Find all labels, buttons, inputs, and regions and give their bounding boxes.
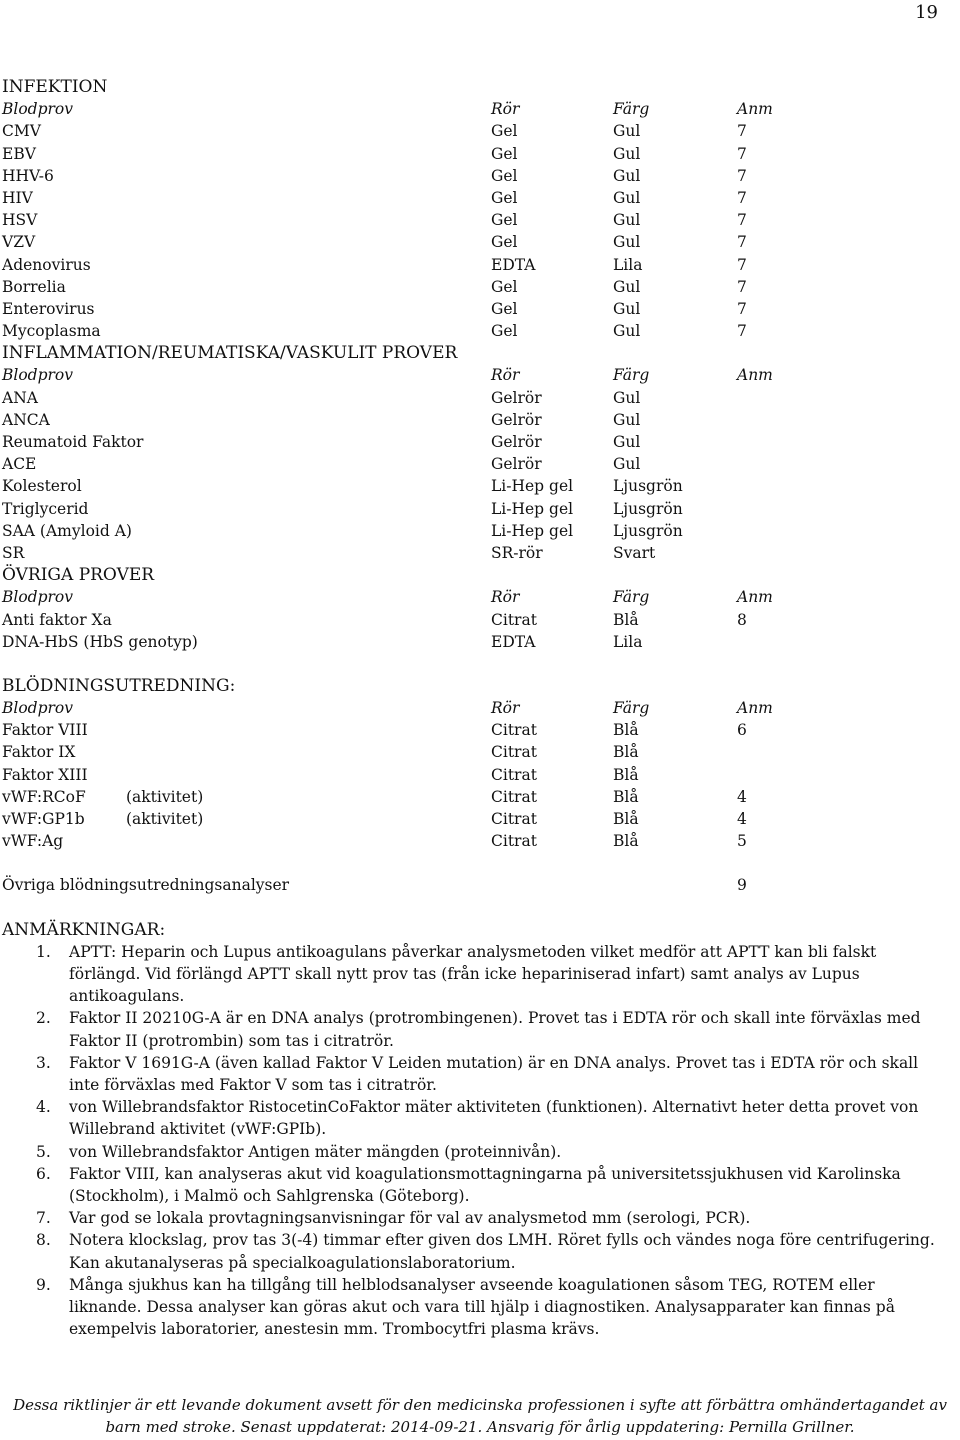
remarks-title: ANMÄRKNINGAR: xyxy=(2,919,166,940)
page-footer xyxy=(0,1394,960,1438)
table-row: vWF:GP1b (aktivitet) Citrat Blå 4 xyxy=(2,810,747,828)
section-title-blodningsutredning: BLÖDNINGSUTREDNING: xyxy=(2,675,236,696)
table-row: Anti faktor Xa Citrat Blå 8 xyxy=(2,610,747,629)
table-row: Faktor IX Citrat Blå xyxy=(2,743,639,762)
table-row: vWF:RCoF (aktivitet) Citrat Blå 4 xyxy=(2,787,747,806)
table-row: Enterovirus Gel Gul 7 xyxy=(2,299,747,318)
list-item: 8. Notera klockslag, prov tas 3(-4) timmar efter given dos LMH. Röret fylls och vändes noga före centrifugering. Kan akutanalyseras på specialkoagulationslaboratorium. xyxy=(36,1231,935,1272)
footer-line-2: barn med stroke. Senast uppdaterat: 2014-09-21. Ansvarig för årlig uppdatering: Pernilla Grillner. xyxy=(105,1418,855,1436)
table-header: Blodprov Rör Färg Anm xyxy=(2,366,773,385)
table-row: Adenovirus EDTA Lila 7 xyxy=(2,255,747,274)
table-row: vWF:Ag Citrat Blå 5 xyxy=(2,832,747,851)
list-item: 1. APTT: Heparin och Lupus antikoagulans påverkar analysmetoden vilket medför att APTT kan bli falskt förlängd. Vid förlängd APTT skall nytt prov tas (från icke hepariniserad infart) samt analys av Lupus antikoagulans. xyxy=(36,942,877,1006)
table-row: HHV-6 Gel Gul 7 xyxy=(2,166,747,185)
list-item: 7. Var god se lokala provtagningsanvisningar för val av analysmetod mm (serologi, PCR). xyxy=(36,1209,751,1228)
table-row-extra: Övriga blödningsutredningsanalyser 9 xyxy=(2,876,747,895)
table-row: ANCA Gelrör Gul xyxy=(2,410,641,429)
remarks-list xyxy=(2,941,952,1341)
list-item: 9. Många sjukhus kan ha tillgång till helblodsanalyser avseende koagulationen såsom TEG, ROTEM eller liknande. Dessa analyser kan göras akut och vara till hjälp i diagnostiken. Analysapparater kan finnas på exempelvis laboratorier, anestesin mm. Trombocytfri plasma krävs. xyxy=(36,1275,895,1339)
section-title-infektion: INFEKTION xyxy=(2,77,108,97)
table-header: Blodprov Rör Färg Anm xyxy=(2,588,773,607)
table-row: Kolesterol Li-Hep gel Ljusgrön xyxy=(2,477,683,496)
table-header: Blodprov Rör Färg Anm xyxy=(2,699,773,718)
list-item: 6. Faktor VIII, kan analyseras akut vid koagulationsmottagningarna på universitetssjukhusen vid Karolinska (Stockholm), i Malmö och Sahlgrenska (Göteborg). xyxy=(36,1164,901,1205)
table-row: Faktor VIII Citrat Blå 6 xyxy=(2,721,747,740)
table-row: Reumatoid Faktor Gelrör Gul xyxy=(2,433,641,451)
table-row: HSV Gel Gul 7 xyxy=(2,211,747,230)
table-row: Faktor XIII Citrat Blå xyxy=(2,765,639,784)
table-row: Mycoplasma Gel Gul 7 xyxy=(2,322,747,341)
list-item: 2. Faktor II 20210G-A är en DNA analys (protrombingenen). Provet tas i EDTA rör och skall inte förväxlas med Faktor II (protrombin) som tas i citratrör. xyxy=(36,1009,921,1050)
table-row: SR SR-rör Svart xyxy=(2,543,656,562)
table-row: ACE Gelrör Gul xyxy=(2,455,641,474)
document-body xyxy=(2,76,952,1340)
table-row: ANA Gelrör Gul xyxy=(2,388,641,407)
table-row: Borrelia Gel Gul 7 xyxy=(2,277,747,296)
table-row: HIV Gel Gul 7 xyxy=(2,188,747,207)
section-title-ovriga: ÖVRIGA PROVER xyxy=(2,565,155,586)
page-number: 19 xyxy=(915,2,938,23)
table-row: VZV Gel Gul 7 xyxy=(2,233,747,252)
section-title-inflammation: INFLAMMATION/REUMATISKA/VASKULIT PROVER xyxy=(2,343,458,364)
list-item: 3. Faktor V 1691G-A (även kallad Faktor V Leiden mutation) är en DNA analys. Provet tas i EDTA rör och skall inte förväxlas med Faktor V som tas i citratrör. xyxy=(36,1053,919,1094)
table-row: Triglycerid Li-Hep gel Ljusgrön xyxy=(2,499,683,518)
table-row: SAA (Amyloid A) Li-Hep gel Ljusgrön xyxy=(2,521,683,540)
table-row: CMV Gel Gul 7 xyxy=(2,122,747,141)
table-row: EBV Gel Gul 7 xyxy=(2,144,747,163)
table-row: DNA-HbS (HbS genotyp) EDTA Lila xyxy=(2,632,643,651)
list-item: 4. von Willebrandsfaktor RistocetinCoFaktor mäter aktiviteten (funktionen). Alternativt heter detta provet von Willebrand aktivitet (vWF:GPIb). xyxy=(36,1098,919,1139)
table-header: Blodprov Rör Färg Anm xyxy=(2,100,773,119)
list-item: 5. von Willebrandsfaktor Antigen mäter mängden (proteinnivån). xyxy=(36,1142,562,1161)
footer-line-1: Dessa riktlinjer är ett levande dokument avsett för den medicinska professionen i syfte att förbättra omhändertagandet av xyxy=(13,1396,947,1414)
